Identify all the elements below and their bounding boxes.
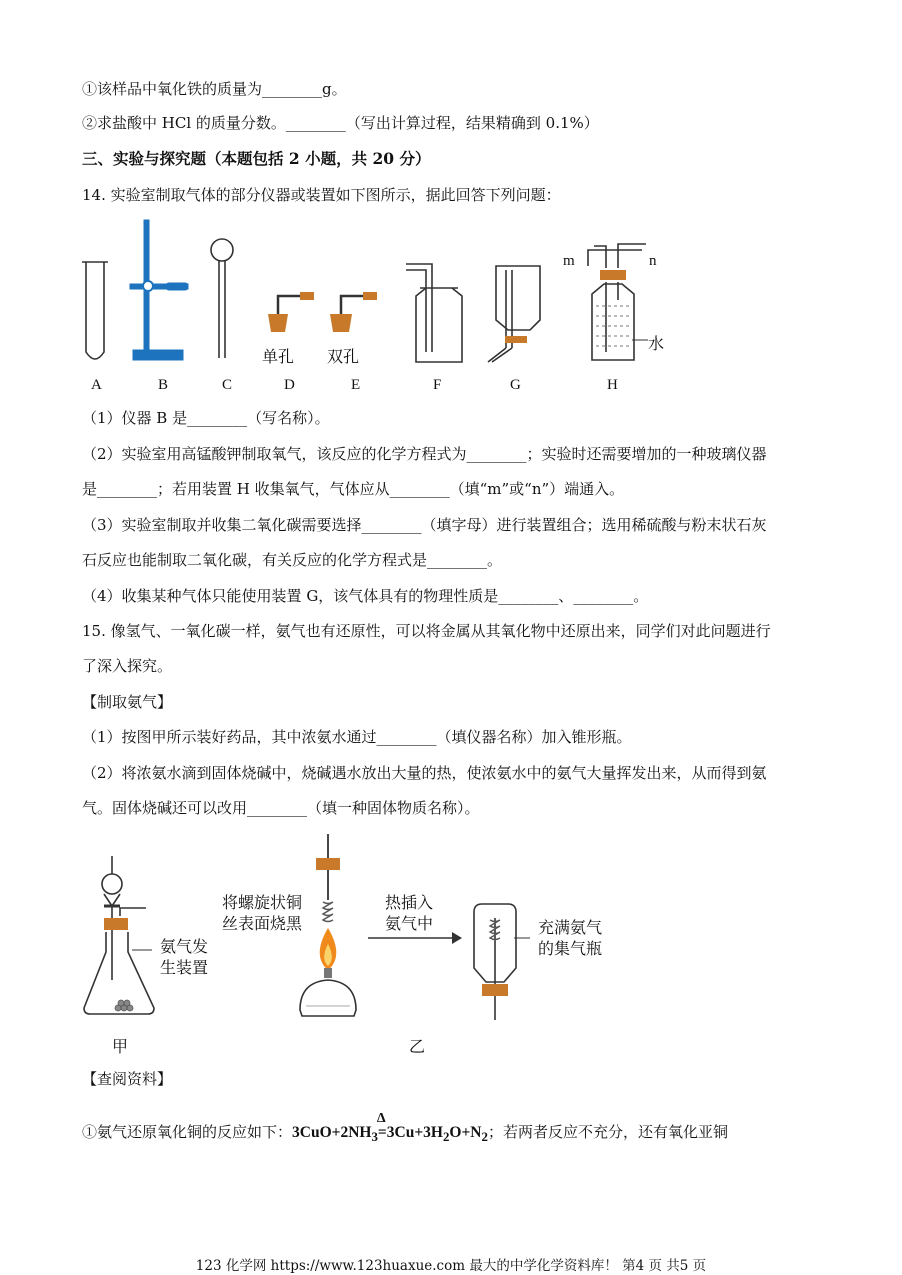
section-heading: 三、实验与探究题（本题包括 2 小题，共 20 分） bbox=[82, 149, 431, 168]
iron-stand-b bbox=[130, 220, 188, 360]
q14-stem: 14. 实验室制取气体的部分仪器或装置如下图所示，据此回答下列问题： bbox=[82, 186, 561, 204]
gas-bottle-f bbox=[406, 264, 462, 362]
inverted-bottle-g bbox=[488, 266, 540, 362]
label-b: B bbox=[158, 377, 169, 393]
wash-bottle-h bbox=[588, 244, 648, 360]
label-generator-1: 氨气发 bbox=[160, 937, 209, 956]
single-hole-stopper-d bbox=[268, 292, 314, 332]
generator-flask bbox=[84, 856, 154, 1014]
label-burn-1: 将螺旋状铜 bbox=[222, 893, 303, 912]
eq-heat-sign: Δ = bbox=[376, 1111, 387, 1141]
label-arrow-1: 热插入 bbox=[385, 893, 434, 912]
q15-2b: 气。固体烧碱还可以改用________（填一种固体物质名称）。 bbox=[82, 799, 480, 817]
eq-reactants: 3CuO+2NH bbox=[292, 1124, 372, 1141]
label-single-hole: 单孔 bbox=[262, 349, 295, 366]
label-bottle-2: 的集气瓶 bbox=[538, 939, 603, 958]
label-jia: 甲 bbox=[112, 1037, 129, 1056]
q15-stem-b: 了深入探究。 bbox=[82, 657, 173, 675]
ammonia-bottle bbox=[474, 904, 530, 1020]
eq-sub-2: 2 bbox=[442, 1129, 450, 1145]
test-tube-a bbox=[82, 262, 108, 359]
q15-stem-a: 15. 像氢气、一氧化碳一样，氨气也有还原性，可以将金属从其氧化物中还原出来，同学们对此问题进行 bbox=[82, 622, 771, 640]
q14-2a: （2）实验室用高锰酸钾制取氧气，该反应的化学方程式为________；实验时还需要增加的一种玻璃仪器 bbox=[82, 445, 767, 463]
q14-2b: 是________；若用装置 H 收集氧气，气体应从________（填“m”或“n”）端通入。 bbox=[82, 480, 625, 498]
label-double-hole: 双孔 bbox=[327, 349, 360, 366]
eq-sub-2b: 2 bbox=[481, 1129, 488, 1145]
label-arrow-2: 氨气中 bbox=[385, 914, 434, 933]
eq-products-b: O+N bbox=[449, 1124, 482, 1141]
label-m: m bbox=[563, 253, 575, 269]
label-generator-2: 生装置 bbox=[160, 958, 209, 977]
label-e: E bbox=[351, 377, 361, 393]
reaction-tail: ；若两者反应不充分，还有氧化亚铜 bbox=[487, 1123, 728, 1141]
reaction-intro: ①氨气还原氧化铜的反应如下： bbox=[82, 1123, 293, 1141]
eq-sub-3: 3 bbox=[371, 1129, 378, 1145]
q13-part1: ①该样品中氧化铁的质量为________g。 bbox=[82, 80, 347, 98]
long-funnel-c bbox=[211, 239, 233, 358]
label-f: F bbox=[433, 377, 442, 393]
label-water: 水 bbox=[648, 336, 665, 353]
double-hole-stopper-e bbox=[330, 292, 377, 332]
q14-1: （1）仪器 B 是________（写名称）。 bbox=[82, 409, 330, 427]
label-bottle-1: 充满氨气 bbox=[538, 918, 603, 937]
q14-3a: （3）实验室制取并收集二氧化碳需要选择________（填字母）进行装置组合；选用稀硫酸与粉末状石灰 bbox=[82, 516, 767, 534]
page-footer: 123 化学网 https://www.123huaxue.com 最大的中学化学资料库！ 第4 页 共5 页 bbox=[195, 1258, 707, 1274]
q14-4: （4）收集某种气体只能使用装置 G，该气体具有的物理性质是________、________。 bbox=[82, 587, 649, 605]
q13-part2: ②求盐酸中 HCl 的质量分数。________（写出计算过程，结果精确到 0.1%） bbox=[82, 114, 599, 132]
alcohol-lamp bbox=[300, 834, 356, 1016]
label-n: n bbox=[649, 253, 657, 269]
q14-3b: 石反应也能制取二氧化碳，有关反应的化学方程式是________。 bbox=[82, 551, 503, 569]
q15-2a: （2）将浓氨水滴到固体烧碱中，烧碱遇水放出大量的热，使浓氨水中的氨气大量挥发出来，从而得到氨 bbox=[82, 764, 767, 782]
label-a: A bbox=[91, 377, 102, 393]
prep-heading: 【制取氨气】 bbox=[82, 693, 173, 711]
label-c: C bbox=[222, 377, 233, 393]
reaction-line bbox=[82, 1111, 728, 1147]
eq-products-a: 3Cu+3H bbox=[386, 1124, 443, 1141]
q15-1: （1）按图甲所示装好药品，其中浓氨水通过________（填仪器名称）加入锥形瓶。 bbox=[82, 728, 632, 746]
reaction-equation bbox=[292, 1111, 488, 1145]
label-g: G bbox=[510, 377, 521, 393]
arrow-head bbox=[452, 932, 462, 944]
label-burn-2: 丝表面烧黑 bbox=[222, 914, 303, 933]
label-d: D bbox=[284, 377, 295, 393]
label-yi: 乙 bbox=[409, 1037, 426, 1056]
delta-symbol: Δ bbox=[376, 1111, 386, 1126]
ref-heading: 【查阅资料】 bbox=[82, 1070, 173, 1088]
label-h: H bbox=[607, 377, 618, 393]
